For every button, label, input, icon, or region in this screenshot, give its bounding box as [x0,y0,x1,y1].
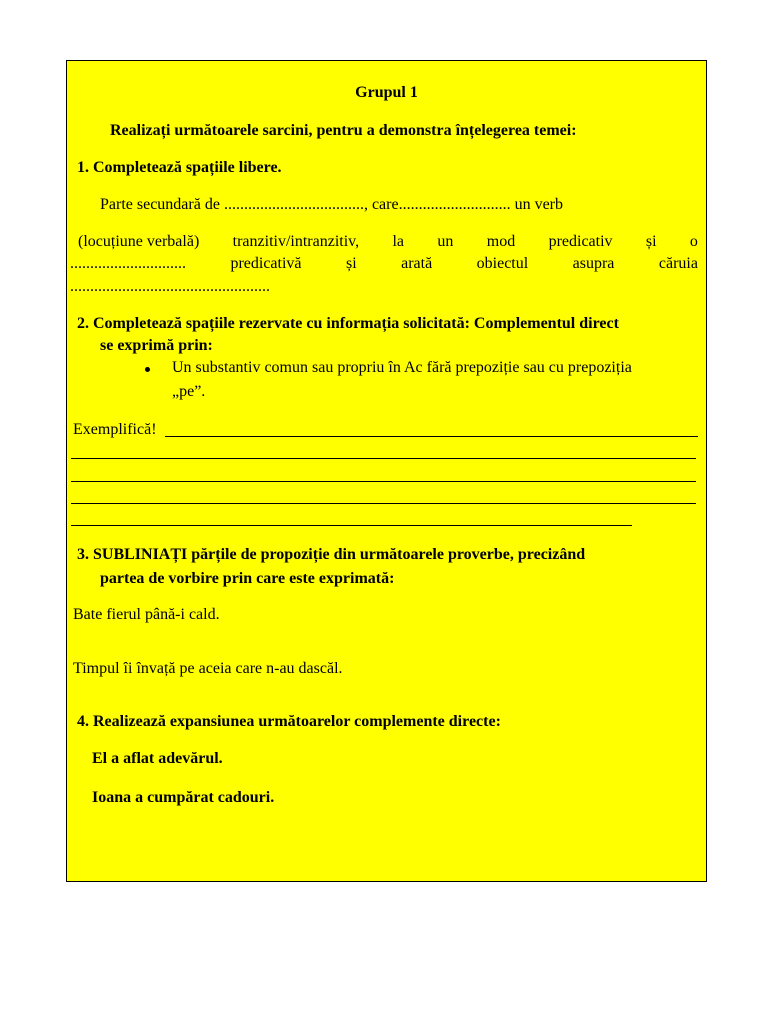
task1-line2-word: (locuțiune verbală) [78,233,200,250]
task2-heading-line2: se exprimă prin: [100,337,213,354]
task1-line3-word: predicativă [230,255,302,272]
task3-heading-line1: 3. SUBLINIAȚI părțile de propoziție din următoarele proverbe, precizând [77,546,586,563]
task2-example-label: Exemplifică! [73,421,157,438]
answer-line[interactable] [165,436,698,437]
task4-heading: 4. Realizează expansiunea următoarelor complemente directe: [77,713,501,730]
worksheet-box [66,60,707,882]
answer-line[interactable] [71,503,696,504]
task3-heading-line2: partea de vorbire prin care este exprimată: [100,570,395,587]
task1-line3-word: asupra [572,255,615,272]
task2-bullet-line1: Un substantiv comun sau propriu în Ac fără prepoziție sau cu prepoziția [172,359,632,376]
answer-line[interactable] [71,458,696,459]
task1-line2 [70,232,698,252]
task1-line2-word: o [689,233,698,250]
task1-line4: .................................................. [70,278,270,295]
bullet-icon [145,367,150,372]
task1-line2-word: mod [486,233,516,250]
task4-sentence1: El a aflat adevărul. [92,750,223,767]
task1-line2-word: la [392,233,405,250]
task4-sentence2: Ioana a cumpărat cadouri. [92,789,275,806]
task3-proverb2: Timpul îi învață pe aceia care n-au dascăl. [73,660,343,677]
task1-line3-word: arată [401,255,433,272]
worksheet-title: Grupul 1 [355,84,418,101]
task1-line1: Parte secundară de ..................................., care............................ un verb [100,196,563,213]
answer-line[interactable] [71,525,632,526]
task3-proverb1: Bate fierul până-i cald. [73,606,220,623]
task1-line3-word: obiectul [476,255,529,272]
task1-line3-word: și [345,255,357,272]
worksheet-instruction: Realizați următoarele sarcini, pentru a demonstra înțelegerea temei: [110,122,577,139]
answer-line[interactable] [71,481,696,482]
task2-bullet-line2: „pe”. [172,383,206,400]
task1-line2-word: și [645,233,657,250]
task1-line2-word: un [437,233,454,250]
task1-heading: 1. Completează spațiile libere. [77,159,282,176]
task2-heading-line1: 2. Completează spațiile rezervate cu informația solicitată: Complementul direct [77,315,619,332]
task1-line3 [70,254,698,274]
task1-line2-word: tranzitiv/intranzitiv, [232,233,360,250]
task1-line3-word: ............................. [70,255,186,272]
task1-line3-word: căruia [658,255,698,272]
task1-line2-word: predicativ [548,233,613,250]
